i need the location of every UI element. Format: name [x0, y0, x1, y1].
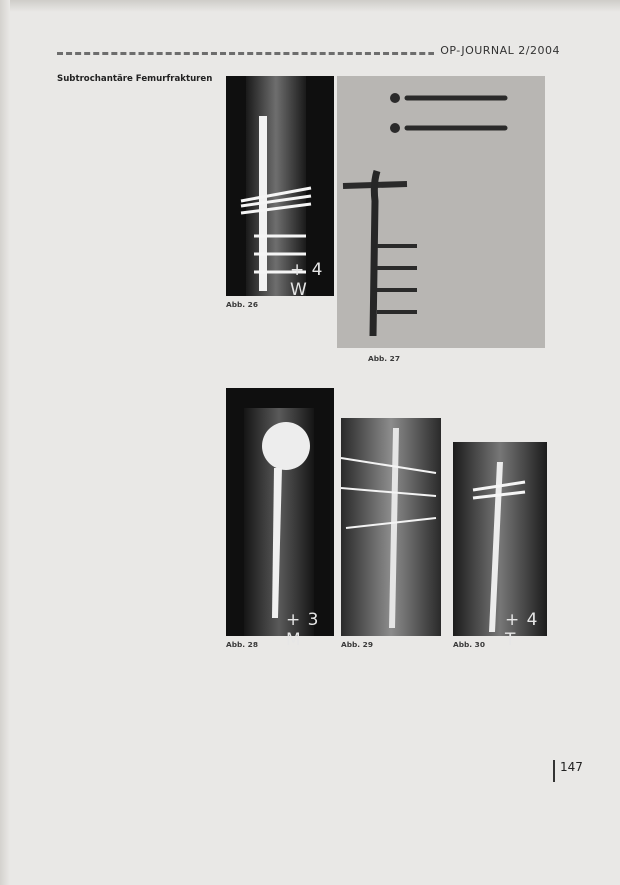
- text-line: [57, 672, 217, 682]
- text-line: [57, 231, 217, 241]
- paragraph: [57, 220, 217, 241]
- text-line: [57, 281, 217, 291]
- text-line: [57, 301, 217, 311]
- section-title: Subtrochantäre Femurfrakturen: [57, 74, 213, 84]
- figure-abb29-xray: [341, 418, 441, 636]
- text-line: [57, 622, 217, 632]
- text-line: [57, 403, 217, 413]
- xray-time-stamp: + 3 M: [286, 610, 320, 650]
- text-line: [57, 260, 217, 270]
- paragraph: [57, 372, 217, 414]
- text-line: [57, 270, 217, 280]
- paragraph-list: [57, 92, 217, 721]
- text-line: [57, 421, 217, 431]
- text-line: [57, 220, 217, 230]
- text-line: [57, 152, 217, 162]
- text-line: [57, 442, 217, 452]
- text-line: [57, 291, 217, 301]
- caption-line: [368, 363, 546, 372]
- paragraph: [57, 92, 217, 134]
- caption-line: [226, 668, 334, 677]
- text-line: [57, 581, 217, 591]
- paragraph: [57, 249, 217, 363]
- xray-time-stamp: + 4 W: [290, 260, 324, 300]
- text-line: [57, 372, 217, 382]
- figure-abb29-label: Abb. 29: [341, 640, 373, 649]
- text-line: [57, 312, 217, 322]
- paragraph: [57, 181, 217, 212]
- caption-line: [341, 649, 443, 658]
- text-line: [57, 682, 217, 692]
- caption-line: [226, 309, 334, 318]
- figure-abb26-xray: [226, 76, 334, 300]
- caption-line: [341, 696, 443, 705]
- text-line: [57, 481, 217, 491]
- caption-line: [226, 319, 334, 328]
- paragraph: [57, 461, 217, 523]
- text-line: [57, 633, 217, 643]
- xray-femur-cerclage-image: [341, 418, 441, 636]
- caption-lines: [226, 649, 334, 687]
- text-line: [57, 471, 217, 481]
- page-number-bar: [553, 760, 555, 782]
- text-line: [57, 701, 217, 711]
- page-edge-shadow-left: [0, 0, 10, 885]
- text-line: [57, 113, 217, 123]
- figure-abb29-caption: [341, 640, 443, 706]
- figure-abb30-caption: [453, 640, 549, 678]
- paragraph: [57, 570, 217, 653]
- text-line: [57, 249, 217, 259]
- left-text-column: [57, 74, 217, 730]
- caption-line: [341, 668, 443, 677]
- caption-line: [226, 649, 334, 658]
- xray-time-stamp: + 4 T: [505, 610, 539, 650]
- text-line: [57, 393, 217, 403]
- implant-photo-image: [337, 76, 545, 348]
- text-line: [57, 570, 217, 580]
- text-line: [57, 343, 217, 353]
- text-line: [57, 124, 217, 134]
- text-line: [57, 382, 217, 392]
- caption-line: [226, 678, 334, 687]
- journal-header: OP-JOURNAL 2/2004: [434, 44, 560, 57]
- caption-line: [341, 659, 443, 668]
- page-number: 147: [560, 760, 583, 774]
- caption-line: [453, 649, 549, 658]
- figure-abb27-photo: [337, 76, 545, 348]
- caption-lines: [341, 649, 443, 705]
- text-line: [57, 502, 217, 512]
- text-line: [57, 513, 217, 523]
- text-line: [57, 181, 217, 191]
- text-line: [57, 432, 217, 442]
- page-edge-shadow: [0, 0, 620, 12]
- text-line: [57, 601, 217, 611]
- text-line: [57, 322, 217, 332]
- text-line: [57, 591, 217, 601]
- caption-line: [453, 659, 549, 668]
- text-line: [57, 552, 217, 562]
- text-line: [57, 353, 217, 363]
- text-line: [57, 142, 217, 152]
- figure-abb30-label: Abb. 30: [453, 640, 485, 649]
- figure-abb28-label: Abb. 28: [226, 640, 258, 649]
- figure-abb26-label: Abb. 26: [226, 300, 258, 309]
- text-line: [57, 163, 217, 173]
- text-line: [57, 612, 217, 622]
- figure-abb26-caption: [226, 300, 334, 338]
- caption-line: [341, 678, 443, 687]
- paragraph: [57, 701, 217, 722]
- text-line: [57, 541, 217, 551]
- caption-lines: [453, 649, 549, 677]
- paragraph: [57, 142, 217, 173]
- paragraph: [57, 531, 217, 562]
- text-line: [57, 192, 217, 202]
- text-line: [57, 531, 217, 541]
- caption-line: [226, 328, 334, 337]
- xray-hip-prosthesis-image: [226, 388, 334, 636]
- paragraph: [57, 421, 217, 452]
- text-line: [57, 643, 217, 653]
- caption-line: [341, 687, 443, 696]
- xray-nail-image: [453, 442, 547, 636]
- text-line: [57, 492, 217, 502]
- text-line: [57, 103, 217, 113]
- text-line: [57, 662, 217, 672]
- text-line: [57, 711, 217, 721]
- caption-lines: [226, 309, 334, 337]
- figure-abb27-label: Abb. 27: [368, 354, 400, 363]
- figure-abb28-caption: [226, 640, 334, 687]
- caption-lines: [368, 363, 546, 382]
- text-line: [57, 202, 217, 212]
- figure-abb27-caption: [368, 354, 546, 382]
- caption-line: [453, 668, 549, 677]
- text-line: [57, 333, 217, 343]
- paragraph: [57, 662, 217, 693]
- text-line: [57, 461, 217, 471]
- caption-line: [226, 659, 334, 668]
- caption-line: [368, 373, 546, 382]
- text-line: [57, 92, 217, 102]
